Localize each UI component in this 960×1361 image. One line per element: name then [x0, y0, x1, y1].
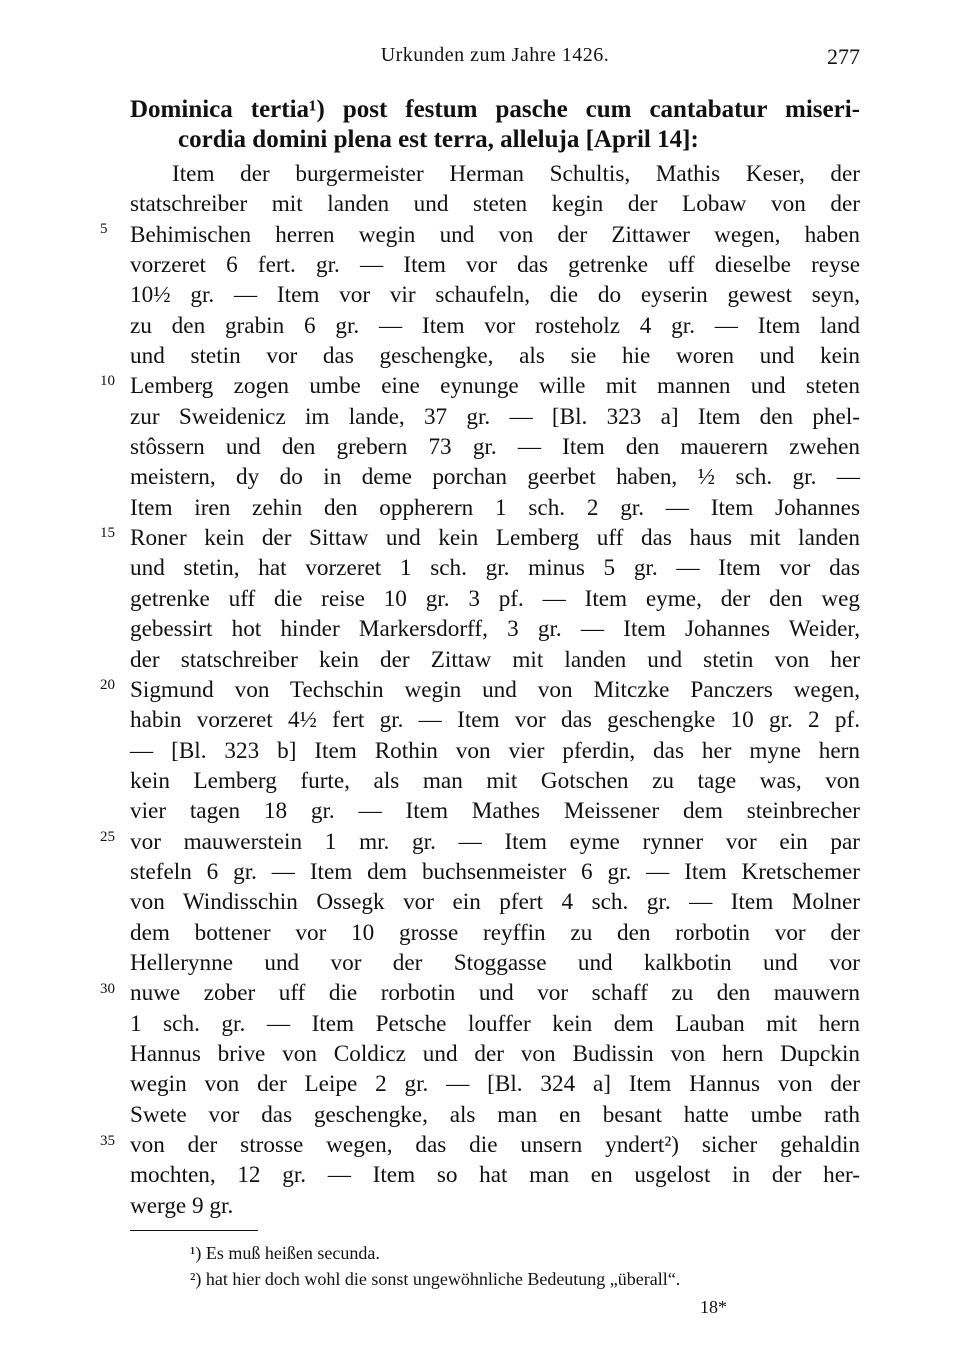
footnotes — [190, 1240, 840, 1292]
text-line: vorzeret 6 fert. gr. — Item vor das getrenke uff dieselbe reyse — [130, 252, 860, 279]
text-line: und stetin vor das geschengke, als sie hie woren und kein — [130, 343, 860, 370]
text-line: habin vorzeret 4½ fert gr. — Item vor das geschengke 10 gr. 2 pf. — [130, 707, 860, 734]
text-line: Hellerynne und vor der Stoggasse und kalkbotin und vor — [130, 949, 860, 976]
text-line: Sigmund von Techschin wegin und von Mitczke Panczers wegen, — [130, 676, 860, 703]
text-line: Swete vor das geschengke, als man en besant hatte umbe rath — [130, 1101, 860, 1128]
text-line: der statschreiber kein der Zittaw mit landen und stetin von her — [130, 646, 860, 673]
heading-line-1: Dominica tertia¹) post festum pasche cum cantabatur miseri- — [130, 96, 860, 123]
line-number: 10 — [100, 373, 115, 389]
text-line: mochten, 12 gr. — Item so hat man en usgelost in der her- — [130, 1162, 860, 1189]
text-line: vier tagen 18 gr. — Item Mathes Meissener dem steinbrecher — [130, 798, 860, 825]
text-line: — [Bl. 323 b] Item Rothin von vier pferdin, das her myne hern — [130, 737, 860, 764]
text-line: statschreiber mit landen und steten kegin der Lobaw von der — [130, 191, 860, 218]
text-line: Lemberg zogen umbe eine eynunge wille mit mannen und steten — [130, 373, 860, 400]
text-line: zur Sweidenicz im lande, 37 gr. — [Bl. 323 a] Item den phel- — [130, 403, 860, 430]
page-number: 277 — [827, 44, 860, 69]
line-number: 25 — [100, 829, 115, 845]
text-line: meistern, dy do in deme porchan geerbet haben, ½ sch. gr. — — [130, 464, 860, 491]
footnote-rule — [130, 1230, 258, 1231]
text-line: stôssern und den grebern 73 gr. — Item den mauerern zwehen — [130, 434, 860, 461]
page-header — [130, 44, 860, 74]
text-line: nuwe zober uff die rorbotin und vor schaff zu den mauwern — [130, 980, 860, 1007]
text-line: gebessirt hot hinder Markersdorff, 3 gr. — Item Johannes Weider, — [130, 616, 860, 643]
text-line: Roner kein der Sittaw und kein Lemberg uff das haus mit landen — [130, 525, 860, 552]
footnote-1: ¹) Es muß heißen secunda. — [190, 1243, 380, 1263]
text-line: stefeln 6 gr. — Item dem buchsenmeister 6 gr. — Item Kretschemer — [130, 858, 860, 885]
text-line: und stetin, hat vorzeret 1 sch. gr. minus 5 gr. — Item vor das — [130, 555, 860, 582]
text-line: getrenke uff die reise 10 gr. 3 pf. — Item eyme, der den weg — [130, 585, 860, 612]
text-line: dem bottener vor 10 grosse reyffin zu den rorbotin vor der — [130, 919, 860, 946]
line-number: 15 — [100, 525, 115, 541]
text-line: kein Lemberg furte, als man mit Gotschen zu tage was, von — [130, 767, 860, 794]
text-line: wegin von der Leipe 2 gr. — [Bl. 324 a] Item Hannus von der — [130, 1071, 860, 1098]
line-number: 35 — [100, 1133, 115, 1149]
body-text — [100, 159, 860, 1221]
running-title: Urkunden zum Jahre 1426. — [380, 44, 610, 66]
text-line: Hannus brive von Coldicz und der von Budissin von hern Dupckin — [130, 1040, 860, 1067]
text-line: Item der burgermeister Herman Schultis, Mathis Keser, der — [172, 161, 860, 187]
text-line: von Windisschin Ossegk vor ein pfert 4 sch. gr. — Item Molner — [130, 889, 860, 916]
heading-line-2: cordia domini plena est terra, alleluja [April 14]: — [178, 126, 699, 153]
text-line: 1 sch. gr. — Item Petsche louffer kein dem Lauban mit hern — [130, 1010, 860, 1037]
line-number: 30 — [100, 981, 115, 997]
text-line: Behimischen herren wegin und von der Zittawer wegen, haben — [130, 221, 860, 248]
line-number: 5 — [100, 221, 108, 237]
signature-mark: 18* — [700, 1297, 727, 1317]
footnote-2: ²) hat hier doch wohl die sonst ungewöhnliche Bedeutung „überall“. — [190, 1269, 681, 1289]
text-line: werge 9 gr. — [130, 1192, 234, 1219]
line-number: 20 — [100, 677, 115, 693]
text-line: Item iren zehin den oppherern 1 sch. 2 gr. — Item Johannes — [130, 494, 860, 521]
text-line: 10½ gr. — Item vor vir schaufeln, die do eyserin gewest seyn, — [130, 282, 860, 309]
text-line: vor mauwerstein 1 mr. gr. — Item eyme rynner vor ein par — [130, 828, 860, 855]
section-heading — [130, 95, 860, 155]
text-line: zu den grabin 6 gr. — Item vor rosteholz 4 gr. — Item land — [130, 312, 860, 339]
text-line: von der strosse wegen, das die unsern yndert²) sicher gehaldin — [130, 1132, 860, 1158]
